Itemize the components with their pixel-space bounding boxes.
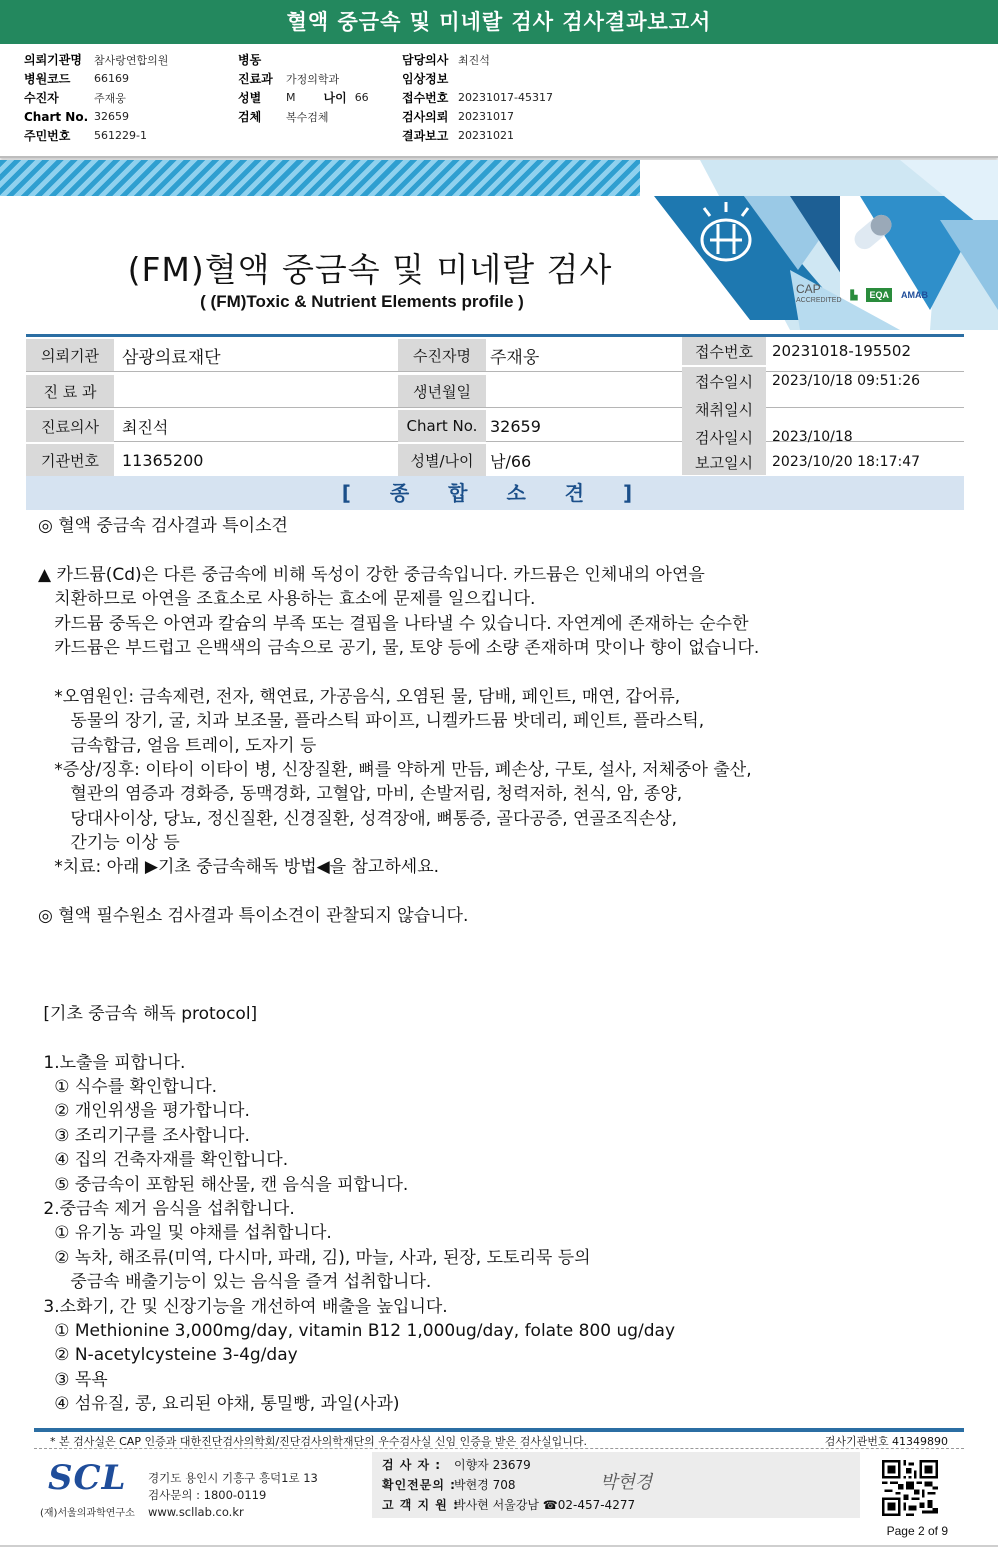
- chart-number-label: Chart No.: [398, 410, 486, 442]
- doctor-value: 최진석: [122, 417, 169, 437]
- sex-age-label: 성별/나이: [398, 444, 486, 476]
- text-line: ① 식수를 확인합니다.: [38, 1076, 218, 1097]
- report-date-label: 보고일시: [682, 449, 766, 475]
- text-line: ② N-acetylcysteine 3-4g/day: [38, 1345, 298, 1366]
- text-line: 2.중금속 제거 음식을 섭취합니다.: [38, 1198, 295, 1219]
- patient-value: 주재웅: [94, 91, 126, 105]
- specimen-label: 검체: [238, 110, 262, 124]
- scl-logo: SCL: [48, 1458, 127, 1498]
- institution-code-value: 11365200: [122, 450, 204, 470]
- text-line: [38, 1026, 958, 1050]
- test-date-label: 검사일시: [682, 423, 766, 451]
- hospital-code-value: 66169: [94, 72, 129, 85]
- patient-info-table: [26, 334, 964, 474]
- report-banner-title: 혈액 중금속 및 미네랄 검사 검사결과보고서: [0, 0, 998, 44]
- page-number: Page 2 of 9: [886, 1524, 948, 1538]
- doctor-label: 진료의사: [26, 410, 114, 442]
- expert-value: 박현경 708: [454, 1478, 516, 1492]
- test-request-date-label: 검사의뢰: [402, 110, 449, 124]
- page-subtitle: ( (FM)Toxic & Nutrient Elements profile ): [200, 292, 524, 311]
- collection-date-label: 채취일시: [682, 395, 766, 423]
- footer-dashed-divider: [34, 1448, 964, 1449]
- table-row-divider: [26, 407, 964, 408]
- receipt-date-label: 접수일시: [682, 367, 766, 395]
- text-line: ⑤ 중금속이 포함된 해산물, 캔 음식을 피합니다.: [38, 1174, 409, 1195]
- request-info-column-2: [238, 50, 369, 126]
- text-line: ④ 집의 건축자재를 확인합니다.: [38, 1150, 289, 1171]
- text-line: 동물의 장기, 굴, 치과 보조물, 플라스틱 파이프, 니켈카드뮴 밧데리, 페인트, 플라스틱,: [38, 711, 705, 732]
- accession-no-label: 접수번호: [402, 91, 449, 105]
- clinical-info-label: 임상정보: [402, 72, 449, 86]
- text-line: [기초 중금속 해독 protocol]: [38, 1003, 258, 1024]
- text-line: ② 개인위생을 평가합니다.: [38, 1101, 250, 1122]
- requesting-institution-label: 의뢰기관명: [24, 53, 82, 67]
- text-line: [38, 880, 958, 904]
- footer-divider: [34, 1428, 964, 1432]
- receipt-number-value: 20231018-195502: [772, 342, 912, 360]
- tester-label: 검 사 자 :: [382, 1458, 442, 1472]
- summary-opinion-header: [ 종 합 소 견 ]: [26, 476, 964, 510]
- cap-logo: CAP ACCREDITED: [796, 282, 842, 304]
- requesting-institution-value: 참사랑연합의원: [94, 53, 169, 67]
- request-info-column-3: [402, 50, 553, 145]
- summary-opinion-text: [38, 514, 958, 1416]
- signature: 박현경: [600, 1472, 653, 1493]
- text-line: 간기능 이상 등: [38, 833, 180, 854]
- patient-name-value: 주재웅: [490, 347, 540, 368]
- text-line: 당대사이상, 당뇨, 정신질환, 신경질환, 성격장애, 뼈통증, 골다공증, 연골조직손상,: [38, 808, 677, 829]
- page-title: (FM)혈액 중금속 및 미네랄 검사: [127, 250, 613, 289]
- receipt-number-label: 접수번호: [682, 337, 766, 365]
- institution-value: 삼광의료재단: [122, 347, 221, 368]
- department-value: 가정의학과: [286, 72, 340, 86]
- lab-phone: 검사문의 : 1800-0119: [148, 1488, 267, 1502]
- report-date-value: 2023/10/20 18:17:47: [772, 454, 921, 470]
- request-info-column-1: [24, 50, 168, 145]
- tester-value: 이향자 23679: [454, 1458, 531, 1472]
- text-line: *증상/징후: 이타이 이타이 병, 신장질환, 뼈를 약하게 만듬, 폐손상, 구토, 설사, 저체중아 출산,: [38, 759, 752, 780]
- support-value: 박사현 서울강남 ☎02-457-4277: [454, 1498, 636, 1512]
- text-line: ② 녹차, 해조류(미역, 다시마, 파래, 김), 마늘, 사과, 된장, 도토리묵 등의: [38, 1247, 591, 1268]
- text-line: [38, 929, 958, 953]
- text-line: ◎ 혈액 필수원소 검사결과 특이소견이 관찰되지 않습니다.: [38, 906, 469, 927]
- hospital-code-label: 병원코드: [24, 72, 71, 86]
- text-line: ① Methionine 3,000mg/day, vitamin B12 1,000ug/day, folate 800 ug/day: [38, 1320, 676, 1341]
- resident-no-label: 주민번호: [24, 129, 71, 143]
- accreditation-note: * 본 검사실은 CAP 인증과 대한진단검사의학회/진단검사의학재단의 우수검사실 신임 인증을 받은 검사실입니다.: [50, 1435, 588, 1448]
- text-line: ◎ 혈액 중금속 검사결과 특이소견: [38, 516, 288, 536]
- attending-doctor-label: 담당의사: [402, 53, 449, 67]
- department-table-value: [114, 375, 122, 407]
- chart-no-label: Chart No.: [24, 109, 89, 124]
- ward-label: 병동: [238, 53, 262, 67]
- institution-code-label: 기관번호: [26, 444, 114, 476]
- text-line: 금속합금, 얼음 트레이, 도자기 등: [38, 735, 317, 756]
- text-line: ③ 목욕: [38, 1369, 108, 1390]
- text-line: 3.소화기, 간 및 신장기능을 개선하여 배출을 높입니다.: [38, 1296, 448, 1317]
- lab-address: 경기도 용인시 기흥구 흥덕1로 13: [148, 1471, 318, 1485]
- eqa-logo: EQA: [866, 288, 892, 302]
- resident-no-value: 561229-1: [94, 129, 147, 142]
- specimen-value: 복수검체: [286, 110, 329, 124]
- age-value: 66: [354, 91, 369, 104]
- text-line: ① 유기농 과일 및 야채를 섭취합니다.: [38, 1223, 332, 1244]
- text-line: [38, 660, 958, 684]
- text-line: *오염원인: 금속제련, 전자, 핵연료, 가공음식, 오염된 물, 담배, 페인트, 매연, 갑어류,: [38, 686, 681, 707]
- accession-no-value: 20231017-45317: [458, 91, 553, 104]
- institution-label: 의뢰기관: [26, 339, 114, 371]
- text-line: [38, 953, 958, 977]
- age-label: 나이: [323, 91, 347, 105]
- text-line: 1.노출을 피합니다.: [38, 1052, 186, 1073]
- result-report-date-label: 결과보고: [402, 129, 449, 143]
- text-line: 카드뮴 중독은 아연과 칼슘의 부족 또는 결핍을 나타낼 수 있습니다. 자연계에 존재하는 순수한: [38, 613, 749, 634]
- receipt-date-value: 2023/10/18 09:51:26: [772, 373, 921, 389]
- institution-number: 검사기관번호 41349890: [824, 1435, 948, 1448]
- expert-label: 확인전문의 :: [382, 1478, 456, 1492]
- test-date-value: 2023/10/18: [772, 429, 853, 445]
- result-report-date-value: 20231021: [458, 129, 514, 142]
- text-line: [38, 977, 958, 1001]
- amab-logo: AMAB: [900, 290, 928, 300]
- department-table-label: 진 료 과: [26, 375, 114, 407]
- sex-age-value: 남/66: [490, 451, 532, 471]
- text-line: ④ 섬유질, 콩, 요리된 야채, 통밀빵, 과일(사과): [38, 1394, 400, 1415]
- test-request-date-value: 20231017: [458, 110, 514, 123]
- text-line: 혈관의 염증과 경화증, 동맥경화, 고혈압, 마비, 손발저림, 청력저하, 천식, 암, 종양,: [38, 784, 683, 805]
- request-info-block: [0, 44, 998, 158]
- text-line: 카드뮴은 부드럽고 은백색의 금속으로 공기, 물, 토양 등에 소량 존재하며 맛이나 향이 없습니다.: [38, 637, 760, 658]
- sex-label: 성별: [238, 91, 262, 105]
- patient-label: 수진자: [24, 91, 59, 105]
- chart-no-value: 32659: [94, 110, 129, 123]
- text-line: ▲ 카드뮴(Cd)은 다른 중금속에 비해 독성이 강한 중금속입니다. 카드뮴은 인체내의 아연을: [38, 564, 705, 585]
- sex-value: M: [286, 91, 296, 104]
- lab-website: www.scllab.co.kr: [148, 1505, 244, 1519]
- support-label: 고 객 지 원 :: [382, 1498, 459, 1512]
- attending-doctor-value: 최진석: [458, 53, 490, 67]
- qr-code-icon: [882, 1460, 938, 1516]
- collection-date-value: [764, 395, 772, 423]
- birthdate-value: [482, 375, 490, 407]
- chart-number-value: 32659: [490, 416, 541, 436]
- text-line: ③ 조리기구를 조사합니다.: [38, 1125, 250, 1146]
- department-label: 진료과: [238, 72, 273, 86]
- lab-address-block: [148, 1470, 318, 1521]
- patient-name-label: 수진자명: [398, 339, 486, 371]
- text-line: 치환하므로 아연을 조효소로 사용하는 효소에 문제를 일으킵니다.: [38, 589, 536, 610]
- lab-name: (재)서울의과학연구소: [40, 1508, 135, 1519]
- lm-logo: ▙: [850, 289, 858, 300]
- text-line: *치료: 아래 ▶기초 중금속해독 방법◀을 참고하세요.: [38, 857, 440, 878]
- contact-info: [382, 1455, 635, 1515]
- page-bottom-line: [0, 1545, 998, 1547]
- text-line: [38, 538, 958, 562]
- accreditation-logos: [796, 284, 931, 306]
- text-line: 중금속 배출기능이 있는 음식을 즐겨 섭취합니다.: [38, 1272, 432, 1293]
- birthdate-label: 생년월일: [398, 375, 486, 407]
